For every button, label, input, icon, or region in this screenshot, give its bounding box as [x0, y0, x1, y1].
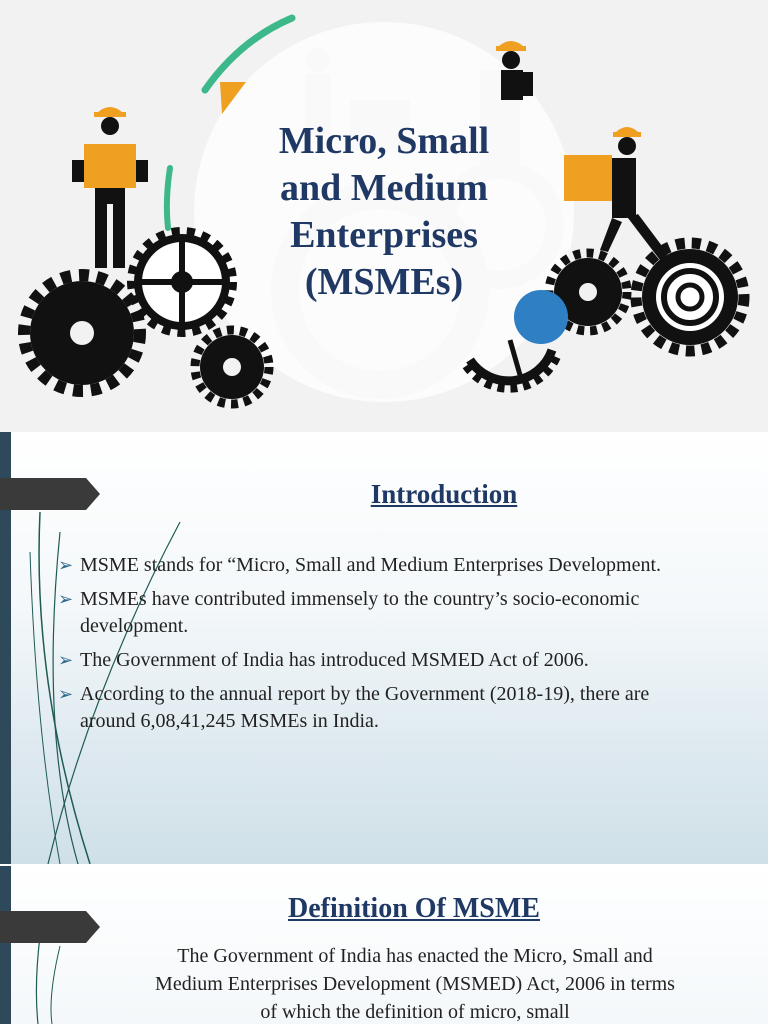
heading-arrow-tab: [0, 478, 100, 510]
list-item: [58, 552, 708, 579]
bullet-arrow-icon: ➢: [58, 589, 74, 609]
bullet-text: According to the annual report by the Government (2018-19), there are around 6,08,41,245 MSMEs in India.: [80, 683, 650, 732]
list-item: [58, 681, 708, 735]
slide-heading: Introduction: [370, 479, 518, 509]
slide-heading: Definition Of MSME: [288, 893, 540, 924]
slide-title: [226, 118, 542, 306]
worker-icon: [496, 41, 533, 100]
list-item: [58, 586, 708, 640]
title-line: (MSMEs): [304, 261, 464, 303]
list-item: [58, 647, 708, 674]
introduction-slide: [0, 432, 768, 864]
bullet-text: MSMEs have contributed immensely to the country’s socio-economic development.: [80, 588, 640, 637]
bullet-arrow-icon: ➢: [58, 555, 74, 575]
title-slide: [0, 0, 768, 432]
heading-arrow-tab: [0, 911, 100, 943]
green-arc-accent: [167, 168, 170, 228]
title-line: and Medium: [280, 167, 488, 209]
bullet-text: MSME stands for “Micro, Small and Medium Enterprises Development.: [80, 554, 662, 576]
bullet-arrow-icon: ➢: [58, 650, 74, 670]
worker-icon: [72, 107, 148, 268]
bullet-list: [58, 552, 708, 742]
bullet-arrow-icon: ➢: [58, 684, 74, 704]
definition-slide: [0, 866, 768, 1024]
bullet-text: The Government of India has introduced MSMED Act of 2006.: [80, 649, 589, 671]
definition-text: The Government of India has enacted the Micro, Small and Medium Enterprises Development (MSMED) Act, 2006 in terms of which the definition of micro, small: [155, 945, 675, 1023]
gear-icon: [132, 232, 232, 332]
worker-icon: [564, 127, 668, 260]
title-line: Enterprises: [290, 214, 478, 256]
title-line: Micro, Small: [278, 120, 490, 162]
gear-icon: [24, 275, 140, 391]
gear-icon: [636, 243, 744, 351]
